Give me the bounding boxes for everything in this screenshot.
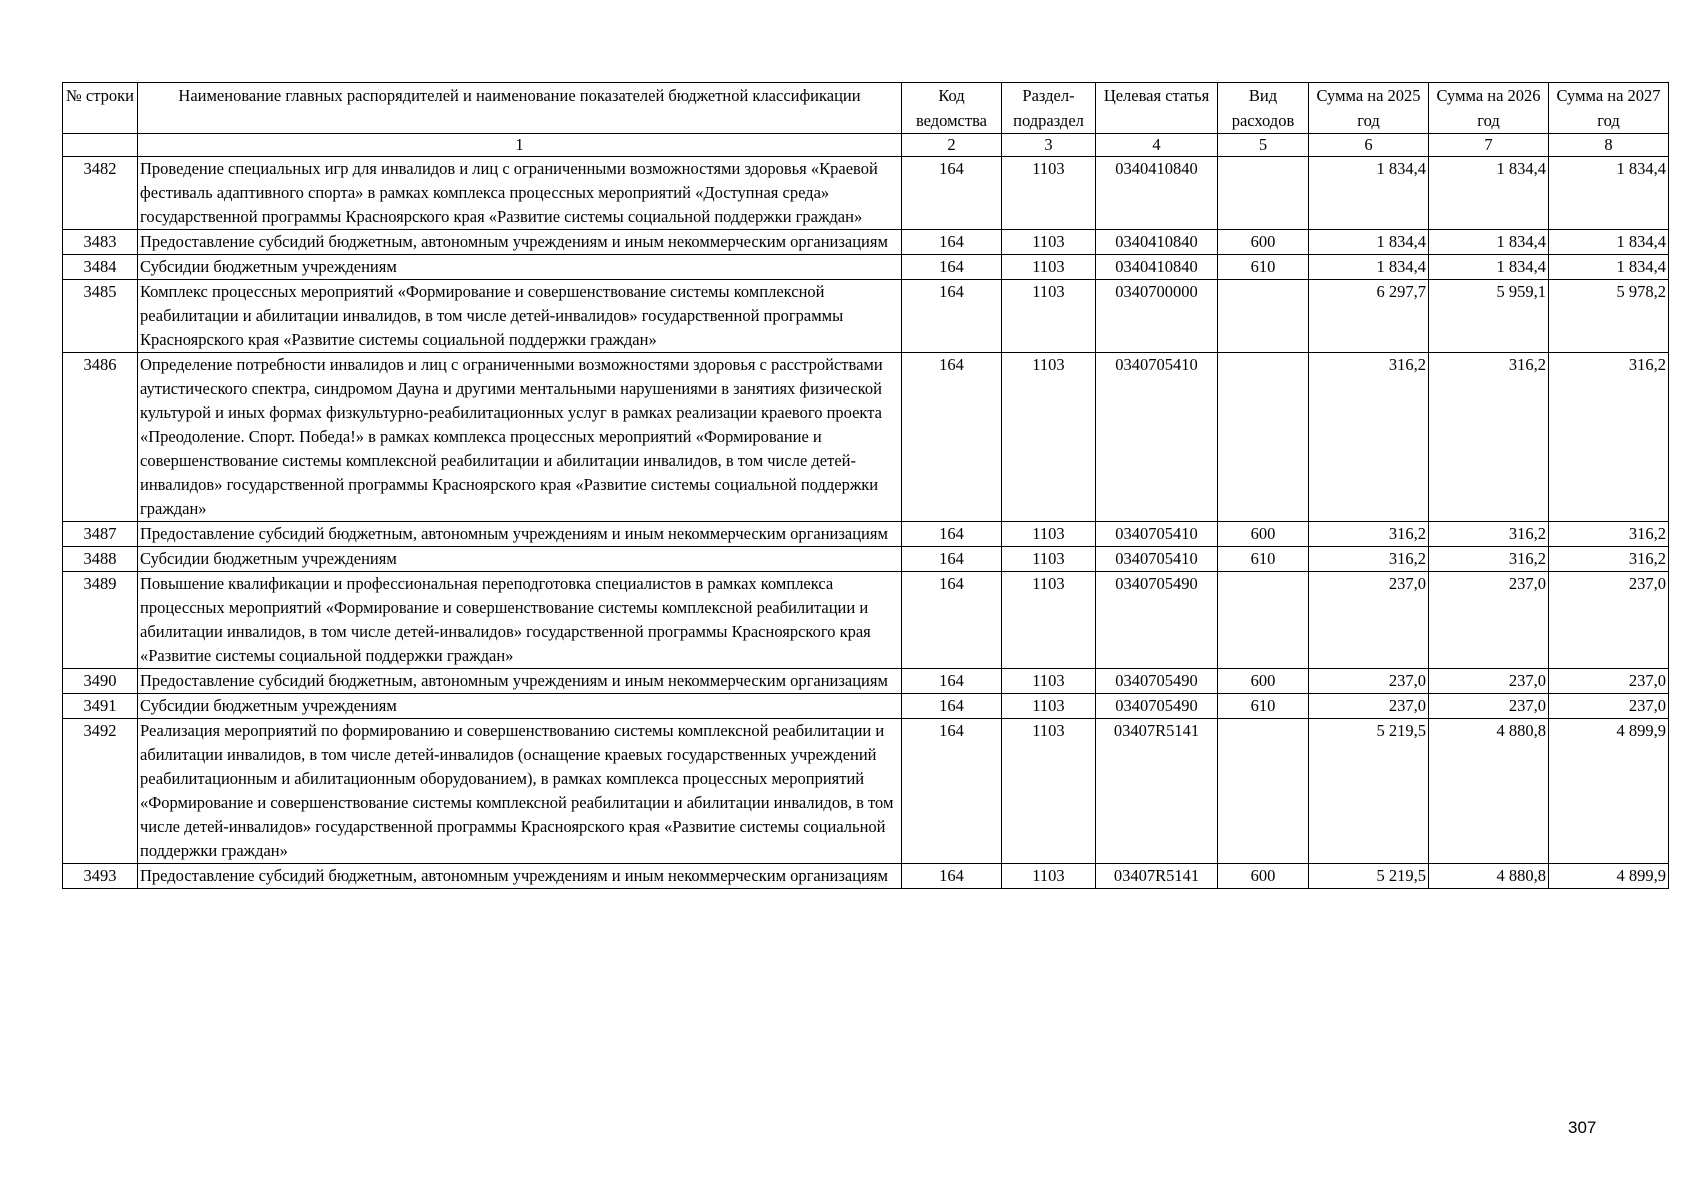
row-sum-2026: 237,0 [1429, 669, 1549, 694]
row-number: 3491 [63, 694, 138, 719]
row-number: 3482 [63, 157, 138, 230]
row-sum-2027: 316,2 [1549, 353, 1669, 522]
row-expense-type [1218, 353, 1309, 522]
row-number: 3489 [63, 572, 138, 669]
row-dept-code: 164 [902, 719, 1002, 864]
row-section: 1103 [1002, 719, 1096, 864]
row-sum-2025: 237,0 [1309, 572, 1429, 669]
row-sum-2025: 5 219,5 [1309, 864, 1429, 889]
table-row [63, 157, 1669, 230]
row-expense-type [1218, 157, 1309, 230]
column-number: 8 [1549, 134, 1669, 157]
row-sum-2026: 237,0 [1429, 694, 1549, 719]
row-dept-code: 164 [902, 255, 1002, 280]
row-sum-2025: 237,0 [1309, 694, 1429, 719]
row-dept-code: 164 [902, 230, 1002, 255]
header-name: Наименование главных распорядителей и наименование показателей бюджетной классификации [138, 83, 902, 134]
column-number: 6 [1309, 134, 1429, 157]
header-target-article: Целевая статья [1096, 83, 1218, 134]
row-section: 1103 [1002, 572, 1096, 669]
row-target-article: 0340410840 [1096, 255, 1218, 280]
row-sum-2025: 316,2 [1309, 522, 1429, 547]
row-number: 3492 [63, 719, 138, 864]
table-row [63, 522, 1669, 547]
row-sum-2025: 5 219,5 [1309, 719, 1429, 864]
row-sum-2026: 316,2 [1429, 353, 1549, 522]
header-section: Раздел-подраздел [1002, 83, 1096, 134]
row-section: 1103 [1002, 522, 1096, 547]
row-dept-code: 164 [902, 864, 1002, 889]
row-target-article: 0340705490 [1096, 694, 1218, 719]
row-number: 3484 [63, 255, 138, 280]
header-sum-2025: Сумма на 2025 год [1309, 83, 1429, 134]
row-expense-type [1218, 280, 1309, 353]
row-sum-2027: 1 834,4 [1549, 157, 1669, 230]
row-target-article: 0340700000 [1096, 280, 1218, 353]
row-expense-type [1218, 572, 1309, 669]
row-sum-2027: 316,2 [1549, 547, 1669, 572]
row-name: Субсидии бюджетным учреждениям [138, 694, 902, 719]
row-sum-2027: 1 834,4 [1549, 255, 1669, 280]
row-sum-2026: 4 880,8 [1429, 719, 1549, 864]
table-row [63, 230, 1669, 255]
row-name: Определение потребности инвалидов и лиц с ограниченными возможностями здоровья с расстройствами аутистического спектра, синдромом Дауна и другими ментальными нарушениями в занятиях физической культурой и иных формах физкультурно-реабилитационных услуг в рамках реализации краевого проекта «Преодоление. Спорт. Победа!» в рамках комплекса процессных мероприятий «Формирование и совершенствование системы комплексной реабилитации и абилитации инвалидов, в том числе детей-инвалидов» государственной программы Красноярского края «Развитие системы социальной поддержки граждан» [138, 353, 902, 522]
row-target-article: 0340705410 [1096, 353, 1218, 522]
header-expense-type: Вид расходов [1218, 83, 1309, 134]
row-section: 1103 [1002, 694, 1096, 719]
column-number-row [63, 134, 1669, 157]
row-name: Предоставление субсидий бюджетным, автономным учреждениям и иным некоммерческим организациям [138, 864, 902, 889]
row-section: 1103 [1002, 864, 1096, 889]
row-sum-2026: 1 834,4 [1429, 157, 1549, 230]
row-expense-type: 600 [1218, 669, 1309, 694]
row-name: Субсидии бюджетным учреждениям [138, 547, 902, 572]
row-sum-2027: 4 899,9 [1549, 719, 1669, 864]
row-number: 3483 [63, 230, 138, 255]
row-expense-type: 600 [1218, 230, 1309, 255]
row-sum-2025: 316,2 [1309, 547, 1429, 572]
table-row [63, 572, 1669, 669]
table-row [63, 694, 1669, 719]
table-row [63, 547, 1669, 572]
row-number: 3486 [63, 353, 138, 522]
row-sum-2027: 316,2 [1549, 522, 1669, 547]
row-dept-code: 164 [902, 280, 1002, 353]
row-target-article: 0340705410 [1096, 547, 1218, 572]
table-row [63, 255, 1669, 280]
row-sum-2027: 1 834,4 [1549, 230, 1669, 255]
row-sum-2027: 4 899,9 [1549, 864, 1669, 889]
row-dept-code: 164 [902, 157, 1002, 230]
row-section: 1103 [1002, 353, 1096, 522]
row-section: 1103 [1002, 255, 1096, 280]
row-sum-2025: 316,2 [1309, 353, 1429, 522]
row-dept-code: 164 [902, 669, 1002, 694]
row-name: Субсидии бюджетным учреждениям [138, 255, 902, 280]
row-dept-code: 164 [902, 522, 1002, 547]
header-sum-2026: Сумма на 2026 год [1429, 83, 1549, 134]
row-expense-type: 610 [1218, 694, 1309, 719]
row-target-article: 0340410840 [1096, 157, 1218, 230]
row-expense-type: 600 [1218, 522, 1309, 547]
row-section: 1103 [1002, 669, 1096, 694]
row-sum-2027: 237,0 [1549, 572, 1669, 669]
row-sum-2027: 237,0 [1549, 694, 1669, 719]
row-target-article: 03407R5141 [1096, 719, 1218, 864]
header-row-number: № строки [63, 83, 138, 134]
column-number: 7 [1429, 134, 1549, 157]
table-row [63, 719, 1669, 864]
row-section: 1103 [1002, 547, 1096, 572]
row-sum-2026: 1 834,4 [1429, 255, 1549, 280]
table-row [63, 864, 1669, 889]
row-section: 1103 [1002, 157, 1096, 230]
row-number: 3493 [63, 864, 138, 889]
row-dept-code: 164 [902, 353, 1002, 522]
budget-table [62, 82, 1669, 889]
row-dept-code: 164 [902, 547, 1002, 572]
row-sum-2025: 6 297,7 [1309, 280, 1429, 353]
row-sum-2025: 1 834,4 [1309, 255, 1429, 280]
page-number: 307 [1568, 1118, 1597, 1137]
row-expense-type: 610 [1218, 255, 1309, 280]
column-number [63, 134, 138, 157]
row-number: 3487 [63, 522, 138, 547]
row-sum-2026: 1 834,4 [1429, 230, 1549, 255]
row-section: 1103 [1002, 230, 1096, 255]
column-number: 1 [138, 134, 902, 157]
row-expense-type: 600 [1218, 864, 1309, 889]
row-dept-code: 164 [902, 572, 1002, 669]
row-name: Предоставление субсидий бюджетным, автономным учреждениям и иным некоммерческим организациям [138, 669, 902, 694]
row-name: Проведение специальных игр для инвалидов и лиц с ограниченными возможностями здоровья «Краевой фестиваль адаптивного спорта» в рамках комплекса процессных мероприятий «Доступная среда» государственной программы Красноярского края «Развитие системы социальной поддержки граждан» [138, 157, 902, 230]
row-sum-2026: 4 880,8 [1429, 864, 1549, 889]
row-expense-type [1218, 719, 1309, 864]
row-target-article: 0340705490 [1096, 572, 1218, 669]
row-sum-2026: 316,2 [1429, 547, 1549, 572]
row-expense-type: 610 [1218, 547, 1309, 572]
row-sum-2027: 237,0 [1549, 669, 1669, 694]
row-target-article: 03407R5141 [1096, 864, 1218, 889]
row-sum-2026: 316,2 [1429, 522, 1549, 547]
row-name: Предоставление субсидий бюджетным, автономным учреждениям и иным некоммерческим организациям [138, 230, 902, 255]
table-row [63, 353, 1669, 522]
row-sum-2026: 237,0 [1429, 572, 1549, 669]
header-row [63, 83, 1669, 134]
row-sum-2027: 5 978,2 [1549, 280, 1669, 353]
header-sum-2027: Сумма на 2027 год [1549, 83, 1669, 134]
row-name: Комплекс процессных мероприятий «Формирование и совершенствование системы комплексной реабилитации и абилитации инвалидов, в том числе детей-инвалидов» государственной программы Красноярского края «Развитие системы социальной поддержки граждан» [138, 280, 902, 353]
column-number: 3 [1002, 134, 1096, 157]
column-number: 4 [1096, 134, 1218, 157]
column-number: 5 [1218, 134, 1309, 157]
row-sum-2025: 237,0 [1309, 669, 1429, 694]
row-target-article: 0340410840 [1096, 230, 1218, 255]
row-target-article: 0340705410 [1096, 522, 1218, 547]
row-section: 1103 [1002, 280, 1096, 353]
row-name: Реализация мероприятий по формированию и совершенствованию системы комплексной реабилитации и абилитации инвалидов, в том числе детей-инвалидов (оснащение краевых государственных учреждений реабилитационным и абилитационным оборудованием), в рамках комплекса процессных мероприятий «Формирование и совершенствование системы комплексной реабилитации и абилитации инвалидов, в том числе детей-инвалидов» государственной программы Красноярского края «Развитие системы социальной поддержки граждан» [138, 719, 902, 864]
row-number: 3488 [63, 547, 138, 572]
row-number: 3490 [63, 669, 138, 694]
table-row [63, 280, 1669, 353]
row-sum-2025: 1 834,4 [1309, 157, 1429, 230]
row-name: Повышение квалификации и профессиональная переподготовка специалистов в рамках комплекса процессных мероприятий «Формирование и совершенствование системы комплексной реабилитации и абилитации инвалидов, в том числе детей-инвалидов» государственной программы Красноярского края «Развитие системы социальной поддержки граждан» [138, 572, 902, 669]
row-sum-2026: 5 959,1 [1429, 280, 1549, 353]
column-number: 2 [902, 134, 1002, 157]
header-dept-code: Код ведомства [902, 83, 1002, 134]
row-sum-2025: 1 834,4 [1309, 230, 1429, 255]
row-target-article: 0340705490 [1096, 669, 1218, 694]
table-row [63, 669, 1669, 694]
table-body [63, 157, 1669, 889]
row-dept-code: 164 [902, 694, 1002, 719]
row-number: 3485 [63, 280, 138, 353]
row-name: Предоставление субсидий бюджетным, автономным учреждениям и иным некоммерческим организациям [138, 522, 902, 547]
